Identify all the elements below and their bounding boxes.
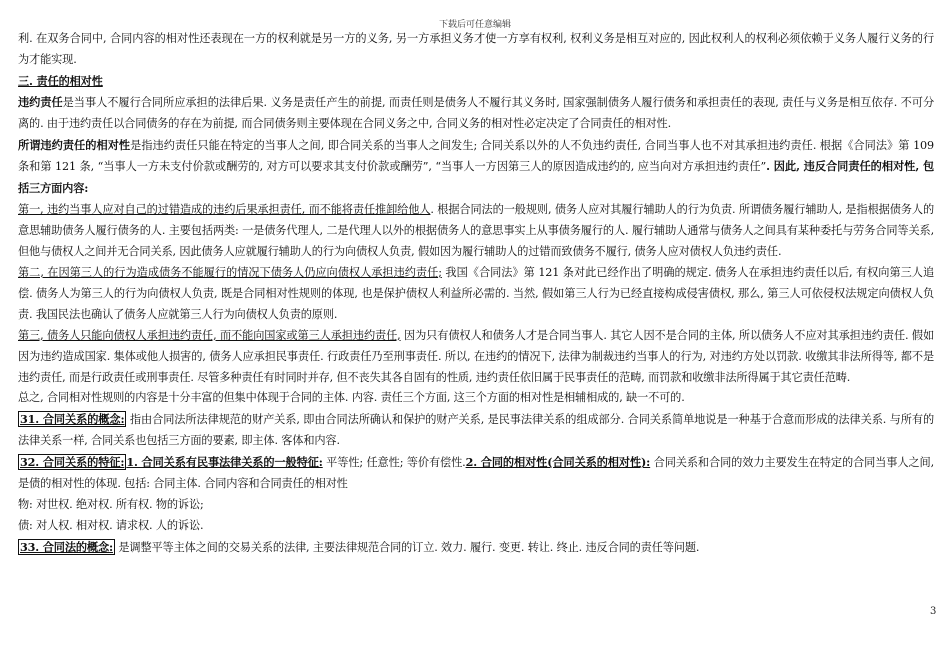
- label-32: 32. 合同关系的特征:: [20, 455, 125, 470]
- paragraph-contract-relation-concept: 31. 合同关系的概念: 指由合同法所法律规范的财产关系, 即由合同法所确认和保护的财产关系, 是民事法律关系的组成部分. 合同关系简单地说是一种基于合意而形成的法律关系. 与所有的法律关系一样, 合同关系也包括三方面的要素, 即主体. 客体和内容.: [18, 412, 934, 448]
- paragraph-property-rights: 物: 对世权. 绝对权. 所有权. 物的诉讼;: [18, 497, 204, 511]
- paragraph-rights-duties: 利. 在双务合同中, 合同内容的相对性还表现在一方的权利就是另一方的义务, 另一方承担义务才使一方享有权利, 权利义务是相互对应的, 因此权利人的权利必须依赖于义务人履行义务的行为才能实现.: [18, 32, 934, 66]
- second-point-lead: 第二, 在因第三人的行为造成债务不能履行的情况下债务人仍应向债权人承担违约责任;: [18, 265, 442, 279]
- page-number: 3: [930, 606, 937, 617]
- term-breach-liability: 违约责任: [18, 94, 63, 109]
- label-33: 33. 合同法的概念:: [20, 539, 113, 554]
- third-point-lead: 第三, 债务人只能向债权人承担违约责任, 而不能向国家或第三人承担违约责任,: [18, 328, 401, 342]
- paragraph-second-point: 第二, 在因第三人的行为造成债务不能履行的情况下债务人仍应向债权人承担违约责任; 我国《合同法》第 121 条对此已经作出了明确的规定. 债务人在承担违约责任以后, 有权向第三人追偿. 债务人为第三人的行为向债权人负责, 既是合同相对性规则的体现, 也是保护债权人利益所必需的. 当然, 假如第三人行为已经直接构成侵害债权, 那么, 第三人可依侵权法规定向债权人负责. 我国民法也确认了债务人应就第三人行为向债权人负责的原则.: [18, 265, 935, 321]
- paragraph-debt-rights: 债: 对人权. 相对权. 请求权. 人的诉讼.: [18, 518, 204, 532]
- feature-2-label: 2. 合同的相对性(合同关系的相对性):: [465, 455, 651, 470]
- paragraph-contract-law-concept: 33. 合同法的概念: 是调整平等主体之间的交易关系的法律, 主要法律规范合同的订立. 效力. 履行. 变更. 转让. 终止. 违反合同的责任等问题.: [20, 539, 700, 554]
- document-body: [18, 29, 934, 559]
- paragraph-third-point: 第三, 债务人只能向债权人承担违约责任, 而不能向国家或第三人承担违约责任, 因为只有债权人和债务人才是合同当事人. 其它人因不是合同的主体, 所以债务人不应对其承担违约责任. 假如因为违约造成国家. 集体或他人损害的, 债务人应承担民事责任. 行政责任乃至刑事责任. 所以, 在违约的情况下, 法律为制裁违约当事人的行为, 对违约方处以罚款. 收缴其非法所得等, 都不是违约责任, 而是行政责任或刑事责任. 尽管多种责任有时同时并存, 但不丧失其各自固有的性质, 违约责任依旧属于民事责任的范畴, 而罚款和收缴非法所得属于其它责任范畴.: [18, 328, 934, 384]
- term-liability-relativity: 所谓违约责任的相对性: [18, 137, 131, 152]
- paragraph-first-point: 第一, 违约当事人应对自己的过错造成的违约后果承担责任, 而不能将责任推卸给他人. 根据合同法的一般规则, 债务人应对其履行辅助人的行为负责. 所谓债务履行辅助人, 是指根据债务人的意思辅助债务人履行债务的人. 主要包括两类: 一是债务代理人, 二是代理人以外的根据债务人的意思事实上从事债务履行的人. 履行辅助人通常与债务人之间具有某种委托与劳务合同等关系, 但他与债权人之间并无合同关系, 因此债务人应就履行辅助人的行为向债权人负责, 假如因为履行辅助人的过错而致债务不履行, 债务人应对债权人负违约责任.: [18, 203, 934, 259]
- paragraph-liability-relativity: 所谓违约责任的相对性是指违约责任只能在特定的当事人之间, 即合同关系的当事人之间发生; 合同关系以外的人不负违约责任, 合同当事人也不对其承担违约责任. 根据《合同法》第 109 条和第 121 条, “当事人一方未支付价款或酬劳的, 对方可以要求其支付价款或酬劳”, “当事人一方因第三人的原因造成违约的, 应当向对方承担违约责任”. 因此, 违反合同责任的相对性, 包括三方面内容:: [18, 137, 934, 196]
- page-header: 下载后可任意编辑: [438, 20, 511, 30]
- paragraph-breach-liability: 违约责任是当事人不履行合同所应承担的法律后果. 义务是责任产生的前提, 而责任则是债务人不履行其义务时, 国家强制债务人履行债务和承担责任的表现, 责任与义务是相互依存. 不可分离的. 由于违约责任以合同债务的存在为前提, 而合同债务则主要体现在合同义务之中, 合同义务的相对性必定决定了合同责任的相对性.: [18, 94, 934, 130]
- feature-1-label: 1. 合同关系有民事法律关系的一般特征:: [126, 455, 323, 470]
- section-heading-liability-relativity: 三. 责任的相对性: [18, 73, 103, 88]
- paragraph-contract-relation-features: 32. 合同关系的特征: 1. 合同关系有民事法律关系的一般特征: 平等性; 任意性; 等价有偿性.2. 合同的相对性(合同关系的相对性): 合同关系和合同的效力主要发生在特定的合同当事人之间, 是债的相对性的体现. 包括: 合同主体. 合同内容和合同责任的相对性: [18, 455, 934, 491]
- paragraph-summary: 总之, 合同相对性规则的内容是十分丰富的但集中体现于合同的主体. 内容. 责任三个方面, 这三个方面的相对性是相辅相成的, 缺一不可的.: [18, 391, 685, 405]
- first-point-lead: 第一, 违约当事人应对自己的过错造成的违约后果承担责任, 而不能将责任推卸给他人: [18, 203, 431, 217]
- label-31: 31. 合同关系的概念:: [20, 412, 125, 427]
